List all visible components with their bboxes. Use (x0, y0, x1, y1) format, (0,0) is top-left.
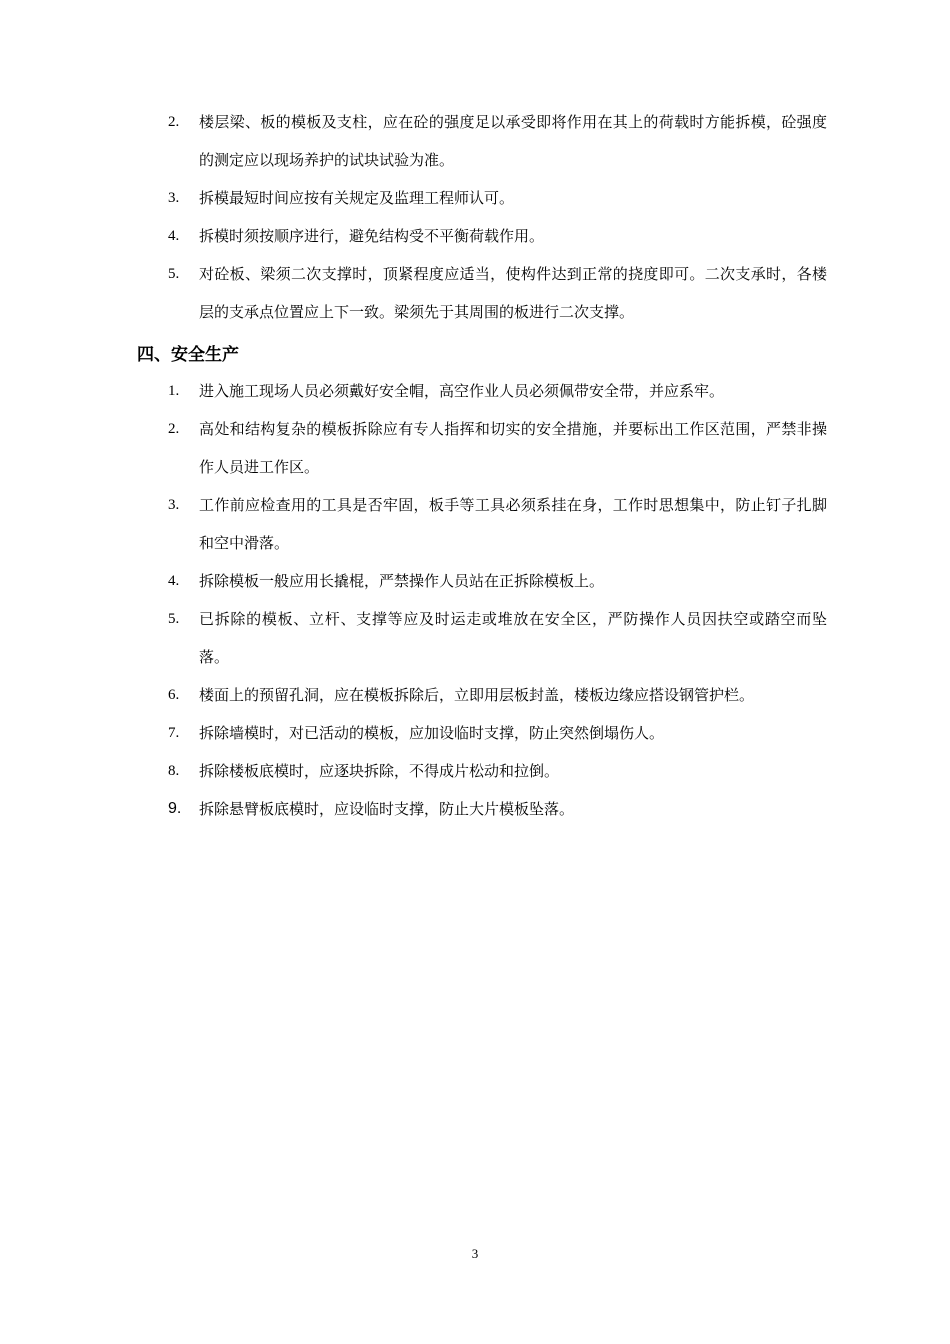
list-item (0, 600, 950, 676)
list-item (0, 486, 950, 562)
list-item (0, 103, 950, 179)
item-text: 对砼板、梁须二次支撑时，顶紧程度应适当，使构件达到正常的挠度即可。二次支承时，各楼层的支承点位置应上下一致。梁须先于其周围的板进行二次支撑。 (199, 265, 827, 321)
list-item (0, 217, 950, 255)
item-text: 楼面上的预留孔洞，应在模板拆除后，立即用层板封盖，楼板边缘应搭设钢管护栏。 (199, 686, 755, 704)
item-text: 拆除悬臂板底模时，应设临时支撑，防止大片模板坠落。 (199, 800, 575, 818)
list-item (0, 676, 950, 714)
item-text: 拆模最短时间应按有关规定及监理工程师认可。 (199, 189, 515, 207)
list-item (0, 179, 950, 217)
list-item (0, 562, 950, 600)
list-item (0, 372, 950, 410)
item-number: 9. (168, 800, 182, 817)
section4-list (0, 372, 950, 828)
item-number: 4. (168, 573, 180, 589)
page-number: 3 (471, 1246, 479, 1261)
item-number: 7. (168, 725, 180, 741)
item-text: 拆模时须按顺序进行，避免结构受不平衡荷载作用。 (199, 227, 545, 245)
item-text: 拆除墙模时，对已活动的模板，应加设临时支撑，防止突然倒塌伤人。 (199, 724, 665, 742)
item-number: 6. (168, 687, 180, 703)
item-text: 已拆除的模板、立杆、支撑等应及时运走或堆放在安全区，严防操作人员因扶空或踏空而坠落。 (199, 610, 827, 666)
list-item (0, 255, 950, 331)
item-text: 工作前应检查用的工具是否牢固，板手等工具必须系挂在身，工作时思想集中，防止钉子扎脚和空中滑落。 (199, 496, 827, 552)
item-text: 楼层梁、板的模板及支柱，应在砼的强度足以承受即将作用在其上的荷载时方能拆模，砼强度的测定应以现场养护的试块试验为准。 (199, 113, 827, 169)
list-item (0, 752, 950, 790)
list-item (0, 714, 950, 752)
item-text: 高处和结构复杂的模板拆除应有专人指挥和切实的安全措施，并要标出工作区范围，严禁非操作人员进工作区。 (199, 420, 827, 476)
section3-list (0, 103, 950, 331)
item-number: 2. (168, 114, 180, 130)
item-text: 拆除楼板底模时，应逐块拆除，不得成片松动和拉倒。 (199, 762, 560, 780)
item-number: 5. (168, 611, 180, 627)
item-text: 进入施工现场人员必须戴好安全帽，高空作业人员必须佩带安全带，并应系牢。 (199, 382, 725, 400)
item-number: 2. (168, 421, 180, 437)
section-heading: 四、安全生产 (137, 345, 239, 365)
item-number: 1. (168, 383, 180, 399)
item-number: 3. (168, 497, 180, 513)
item-number: 4. (168, 228, 180, 244)
list-item (0, 790, 950, 828)
list-item (0, 410, 950, 486)
item-number: 5. (168, 266, 180, 282)
item-text: 拆除模板一般应用长撬棍，严禁操作人员站在正拆除模板上。 (199, 572, 605, 590)
item-number: 3. (168, 190, 180, 206)
item-number: 8. (168, 763, 180, 779)
